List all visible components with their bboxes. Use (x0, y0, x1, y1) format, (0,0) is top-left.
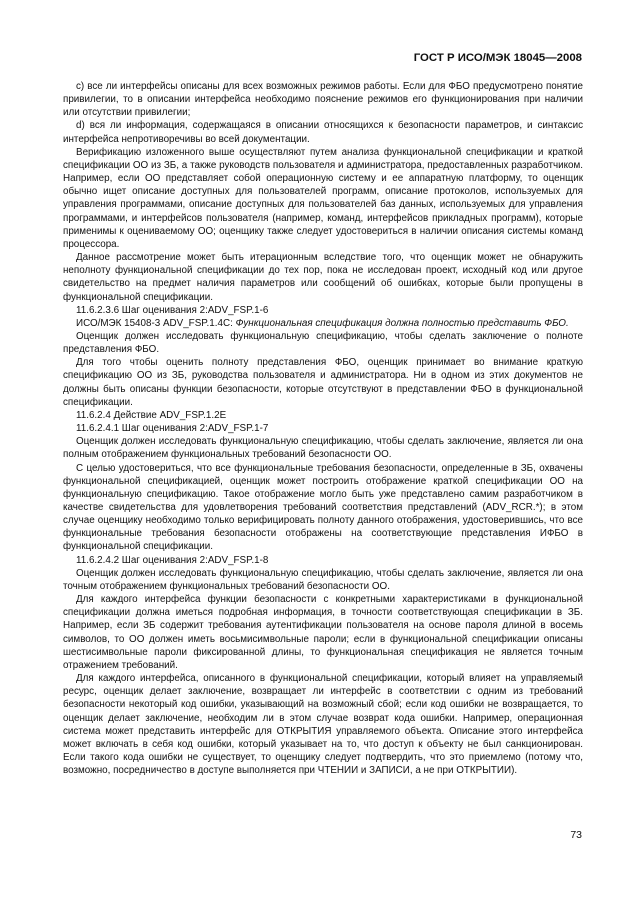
paragraph-mapping-details: С целью удостовериться, что все функциональные требования безопасности, определенные в ЗБ, охвачены функциональной спецификацией, оценщик может построить отображение краткой спецификации ОО на функциональную спецификацию. Такое отображение могло быть уже представлено самим разработчиком в качестве свидетельства для удовлетворения требований соответствия представлений (ADV_RCR.*); в этом случае оценщику необходимо только верифицировать полноту данного отображения, удостоверившись, что все функциональные требования безопасности отображены на соответствующие представления ИФБО в функциональной спецификации. (63, 462, 583, 553)
paragraph-error-codes: Для каждого интерфейса, описанного в функциональной спецификации, который влияет на управляемый ресурс, оценщик делает заключение, возвращает ли интерфейс в соответствии с одним из требований безопасности некоторый код ошибки, указывающий на возможный сбой; если код ошибки не возвращается, то оценщик делает заключение, необходим ли в этом случае возврат кода ошибки. Например, операционная система может представить интерфейс для ОТКРЫТИЯ управляемого объекта. Описание этого интерфейса может включать в себя код ошибки, который указывает на то, что доступ к объекту не был санкционирован. Если такого кода ошибки не существует, то оценщику следует подтвердить, что это приемлемо (потому что, возможно, посредничество в доступе выполняется при ЧТЕНИИ и ЗАПИСИ, а не при ОТКРЫТИИ). (63, 673, 583, 777)
reference-lead: ИСО/МЭК 15408-3 ADV_FSP.1.4С: (76, 317, 236, 329)
page-number: 73 (570, 829, 582, 841)
paragraph-completeness-check: Для того чтобы оценить полноту представления ФБО, оценщик принимает во внимание краткую спецификацию ОО из ЗБ, руководства пользователя и администратора. Ни в одном из этих документов не должны быть описаны функции безопасности, которые отсутствуют в представлении ФБО в функциональной спецификации. (63, 357, 583, 408)
reference-italic: Функциональная спецификация должна полностью представить ФБО. (235, 317, 569, 329)
paragraph-password-example: Для каждого интерфейса функции безопасности с конкретными характеристиками в функциональной спецификации должна иметься подробная информация, в точности соответствующая спецификации в ЗБ. Например, если ЗБ содержит требования аутентификации пользователя на основе пароля длиной в восемь символов, то ОО должен иметь восьмисимвольные пароли; если в функциональной спецификации описаны шестисимвольные пароли фиксированной длины, то функциональная спецификация не является точным отражением требований. (63, 594, 583, 671)
section-heading-fsp-1-6: 11.6.2.3.6 Шаг оценивания 2:ADV_FSP.1-6 (76, 304, 269, 316)
standard-header: ГОСТ Р ИСО/МЭК 18045—2008 (413, 52, 582, 64)
section-heading-fsp-1-7: 11.6.2.4.1 Шаг оценивания 2:ADV_FSP.1-7 (76, 423, 269, 435)
paragraph-verification: Верификацию изложенного выше осуществляют путем анализа функциональной спецификации и краткой спецификации ОО из ЗБ, а также руководств пользователя и администратора, предоставленных разработчиком. Например, если ОО представляет собой операционную систему и ее аппаратную платформу, то оценщик обычно ищет описание доступных для пользователей программ, описание протоколов, используемых для управления программами, описание доступных для пользователей баз данных, используемых для управления программами, и интерфейсов пользователя (например, команд, интерфейсов прикладных программ), которые применимы к оцениваемому ОО; оценщику также следует удостовериться в наличии описания системы команд процессора. (63, 146, 583, 250)
paragraph-standard-reference (63, 317, 583, 330)
section-heading-fsp-1-8: 11.6.2.4.2 Шаг оценивания 2:ADV_FSP.1-8 (76, 554, 269, 566)
paragraph-item-c: c) все ли интерфейсы описаны для всех возможных режимов работы. Если для ФБО предусмотрено понятие привилегии, то в описании интерфейса необходимо пояснение режимов его функционирования при наличии или отсутствии привилегии; (63, 81, 583, 119)
body-text (63, 80, 583, 777)
paragraph-full-mapping: Оценщик должен исследовать функциональную спецификацию, чтобы сделать заключение, является ли она полным отображением функциональных требований безопасности ОО. (63, 436, 583, 461)
paragraph-item-d: d) вся ли информация, содержащаяся в описании относящихся к безопасности параметров, и синтаксис интерфейса непротиворечивы во всей документации. (63, 120, 583, 145)
section-heading-fsp-1-2e: 11.6.2.4 Действие ADV_FSP.1.2E (76, 409, 227, 421)
paragraph-iterative-review: Данное рассмотрение может быть итерационным вследствие того, что оценщик может не обнаружить неполноту функциональной спецификации до тех пор, пока не исследован проект, исходный код или другое свидетельство на предмет наличия параметров или сообщений об ошибках, которые были пропущены в функциональной спецификации. (63, 252, 583, 303)
paragraph-evaluator-completeness: Оценщик должен исследовать функциональную спецификацию, чтобы сделать заключение о полноте представления ФБО. (63, 330, 583, 356)
paragraph-accurate-mapping: Оценщик должен исследовать функциональную спецификацию, чтобы сделать заключение, является ли она точным отображением функциональных требований безопасности ОО. (63, 567, 583, 592)
